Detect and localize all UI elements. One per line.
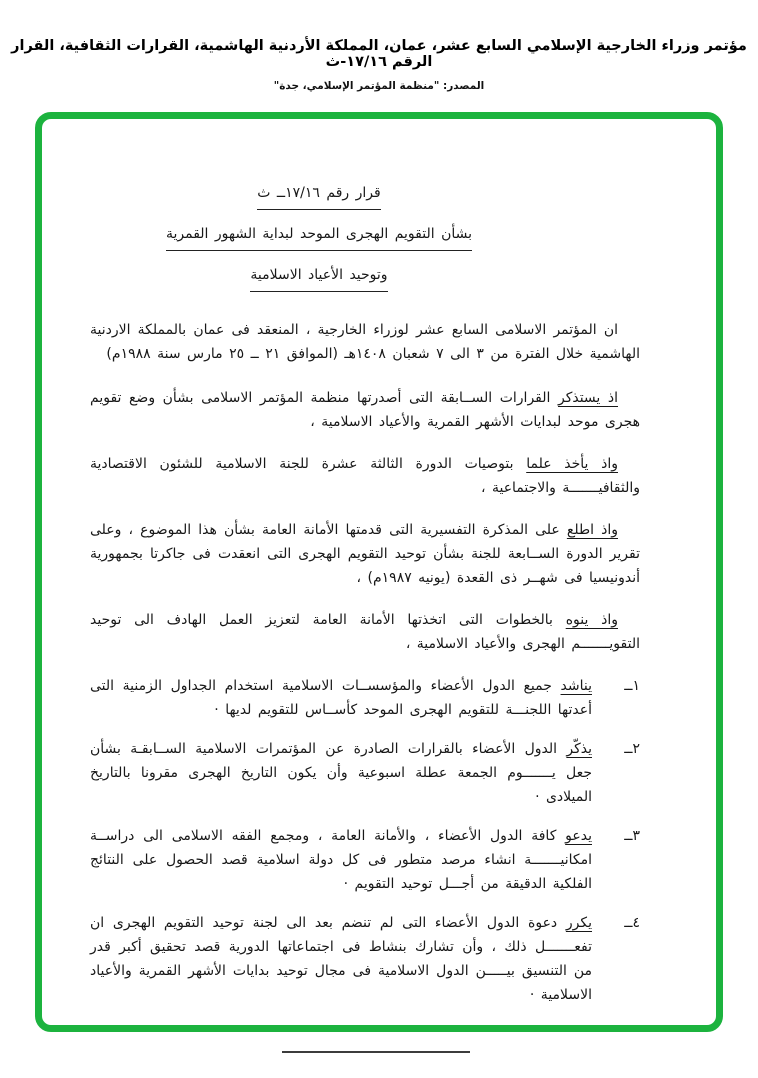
- item-lead: يدعو: [565, 828, 592, 844]
- item-lead: يناشد: [560, 678, 592, 694]
- end-divider: [282, 1051, 470, 1053]
- intro-paragraph: ان المؤتمر الاسلامى السابع عشر لوزراء الخارجية ، المنعقد فى عمان بالمملكة الاردنية الهاشمية خلال الفترة من ٣ الى ٧ شعبان ١٤٠٨هـ (الموافق ٢١ ــ ٢٥ مارس سنة ١٩٨٨م): [90, 322, 640, 362]
- item-body: [90, 824, 592, 896]
- source-line: المصدر: "منظمة المؤتمر الإسلامي، جدة": [273, 80, 485, 92]
- resolution-subject-title-2: وتوحيد الأعياد الاسلامية: [44, 263, 594, 292]
- item-lead: يكرر: [565, 915, 592, 931]
- conference-header: [0, 0, 758, 92]
- preamble-text: بالخطوات التى اتخذتها الأمانة العامة لتعزيز العمل الهادف الى توحيد التقويـــــــم الهجرى والأعياد الاسلامية ،: [90, 612, 640, 652]
- item-body: [90, 674, 592, 722]
- item-number: ١ــ: [624, 678, 640, 694]
- item-text: الدول الأعضاء بالقرارات الصادرة عن المؤتمرات الاسلامية الســابقـة بشأن جعل يـــــــوم الجمعة عطلة اسبوعية وأن يكون التاريخ الهجرى مقرونا بالتاريخ الميلادى ·: [90, 741, 592, 805]
- preamble-lead: واذ اطلع: [566, 522, 618, 538]
- preamble-text: القرارات الســابقة التى أصدرتها منظمة المؤتمر الاسلامى بشأن وضع تقويم هجرى موحد لبدايات الأشهر القمرية والأعياد الاسلامية ،: [90, 390, 640, 430]
- header-title: مؤتمر وزراء الخارجية الإسلامي السابع عشر، عمان، المملكة الأردنية الهاشمية، القرارات الثقافية، القرار الرقم ١٧/١٦-ث: [11, 38, 747, 70]
- resolution-items: [90, 674, 640, 1007]
- resolution-subject-title: بشأن التقويم الهجرى الموحد لبداية الشهور القمرية: [44, 222, 594, 251]
- resolution-number-title: قرار رقم ١٧/١٦ــ ث: [44, 181, 594, 210]
- item-body: [90, 911, 592, 1007]
- preamble-text: بتوصيات الدورة الثالثة عشرة للجنة الاسلامية للشئون الاقتصادية والثقافيـــــــة والاجتماعية ،: [90, 456, 640, 496]
- item-text: كافة الدول الأعضاء ، والأمانة العامة ، ومجمع الفقه الاسلامى الى دراســة امكانيـــــــة انشاء مرصد متطور فى كل دولة اسلامية قصد الحصول على النتائج الفلكية الدقيقة من أجـــل توحيد التقويم ·: [90, 828, 592, 892]
- list-item: [90, 911, 640, 1007]
- preamble-lead: اذ يستذكر: [557, 390, 618, 406]
- item-text: دعوة الدول الأعضاء التى لم تنضم بعد الى لجنة توحيد التقويم الهجرى ان تفعـــــــل ذلك ، وأن تشارك بنشاط فى اجتماعاتها الدورية قصد تحقيق أكبر قدر من التنسيق بيـــــن الدول الاسلامية فى مجال توحيد بدايات الأشهر القمرية والأعياد الاسلامية ·: [90, 915, 592, 1003]
- item-text: جميع الدول الأعضاء والمؤسســات الاسلامية استخدام الجداول الزمنية التى أعدتها اللجنـــة للتقويم الهجرى الموحد كأســاس للتقويم لديها ·: [90, 678, 592, 718]
- item-lead: يذكّر: [566, 741, 592, 757]
- preamble-clause: [90, 518, 640, 590]
- item-number: ٤ــ: [624, 915, 640, 931]
- list-item: [90, 674, 640, 722]
- item-number: ٣ــ: [624, 828, 640, 844]
- list-item: [90, 824, 640, 896]
- scanned-document: [42, 119, 716, 1053]
- preamble-text: على المذكرة التفسيرية التى قدمتها الأمانة العامة بشأن هذا الموضوع ، وعلى تقرير الدورة الســابعة للجنة بشأن توحيد التقويم الهجرى التى انعقدت فى جاكرتا بجمهورية أندونيسيا فى شهــر ذى القعدة (يونيه ١٩٨٧م) ،: [90, 522, 640, 586]
- resolution-title-block: [44, 181, 594, 292]
- preamble-clause: [90, 386, 640, 434]
- document-border: [35, 112, 723, 1032]
- item-body: [90, 737, 592, 809]
- preamble-clause: [90, 608, 640, 656]
- list-item: [90, 737, 640, 809]
- preamble-lead: واذ يأخذ علما: [526, 456, 618, 472]
- item-number: ٢ــ: [624, 741, 640, 757]
- preamble-clause: [90, 452, 640, 500]
- preamble-lead: واذ ينوه: [565, 612, 618, 628]
